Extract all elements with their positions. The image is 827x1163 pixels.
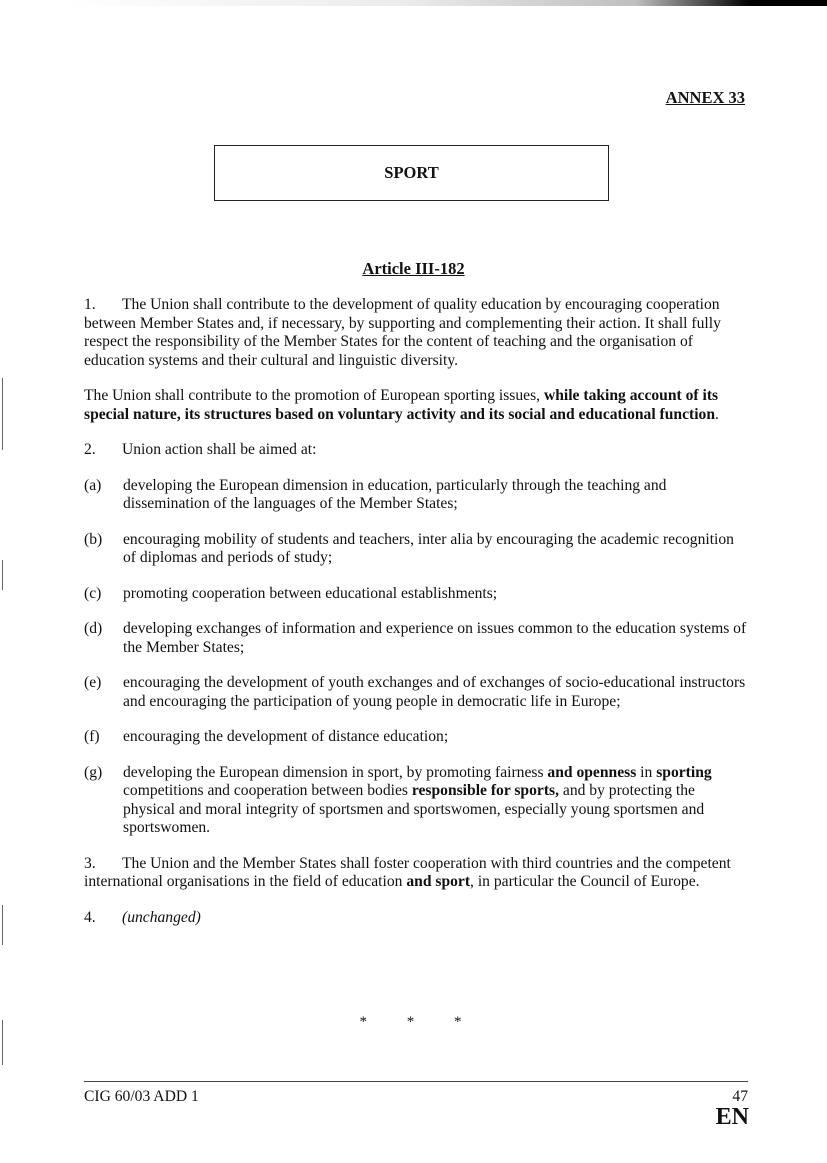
box-title: SPORT [384,163,439,182]
amended-text: and sport [406,873,471,890]
paragraph-3 [84,855,748,892]
item-text-part: and by protecting the physical and moral integrity of sportsmen and sportswomen, especially young sportsmen and sportswomen. [123,782,705,836]
item-text: developing the European dimension in education, particularly through the teaching and dissemination of the languages of the Member States; [123,476,667,512]
scan-artifact-edge [2,560,3,590]
document-reference: CIG 60/03 ADD 1 [84,1088,199,1105]
list-item [84,728,748,747]
scan-artifact-edge [2,905,3,945]
paragraph-text: The Union shall contribute to the promotion of European sporting issues, [84,387,544,404]
list-item [84,764,748,838]
amended-text: while taking account of its special nature, its structures based on voluntary activity and its social and educational function [84,387,719,423]
item-text-part: in [636,763,657,781]
item-text: developing exchanges of information and experience on issues common to the education systems of the Member States; [123,620,747,656]
item-text-part: competitions and cooperation between bodies [123,782,412,799]
paragraph-text: The Union and the Member States shall foster cooperation with third countries and the competent international organisations in the field of education [84,854,731,890]
paragraph-1 [84,296,748,370]
paragraph-number: 1. [84,296,96,313]
list-item [84,477,748,514]
paragraph-text: (unchanged) [122,908,201,926]
annex-heading: ANNEX 33 [665,88,745,107]
paragraph-text: . [715,405,719,423]
item-label: (e) [84,674,102,691]
footer-divider [84,1081,748,1082]
scan-artifact-edge [2,378,3,450]
page-number: 47 [732,1088,748,1105]
paragraph-4 [84,909,748,928]
paragraph-1b [84,387,748,424]
paragraph-number: 4. [84,908,96,926]
scan-artifact-top [60,0,827,6]
document-body [84,296,748,944]
paragraph-2 [84,441,748,460]
article-heading: Article III-182 [362,259,465,278]
paragraph-text: The Union shall contribute to the development of quality education by encouraging cooperation between Member States and, if necessary, by supporting and complementing their action. It shall fully respect the responsibility of the Member States for the content of teaching and the organisation of education systems and their cultural and linguistic diversity. [84,296,721,369]
paragraph-text: Union action shall be aimed at: [122,441,317,458]
paragraph-number: 2. [84,441,96,458]
list-item [84,620,748,657]
item-text [123,764,748,838]
amended-text: responsible for sports, [411,782,559,799]
list-item [84,531,748,568]
amended-text: and openness [547,763,637,781]
item-label: (b) [84,530,103,548]
item-label: (f) [84,728,100,745]
item-label: (a) [84,476,102,494]
language-code: EN [715,1104,749,1130]
amended-text: sporting [656,763,712,781]
title-box [214,145,609,201]
item-text: encouraging the development of youth exchanges and of exchanges of socio-educational instructors and encouraging the participation of young people in democratic life in Europe; [123,674,746,710]
section-separator: * * * [359,1014,480,1030]
list-item [84,674,748,711]
item-label: (d) [84,620,103,637]
list-item [84,585,748,604]
item-label: (g) [84,763,103,781]
item-label: (c) [84,584,102,602]
paragraph-number: 3. [84,854,96,872]
item-text: promoting cooperation between educational establishments; [123,584,498,602]
item-text-part: developing the European dimension in sport, by promoting fairness [123,763,548,781]
paragraph-text: , in particular the Council of Europe. [470,873,700,890]
item-text: encouraging mobility of students and teachers, inter alia by encouraging the academic recognition of diplomas and periods of study; [123,530,734,566]
item-text: encouraging the development of distance education; [123,728,449,745]
